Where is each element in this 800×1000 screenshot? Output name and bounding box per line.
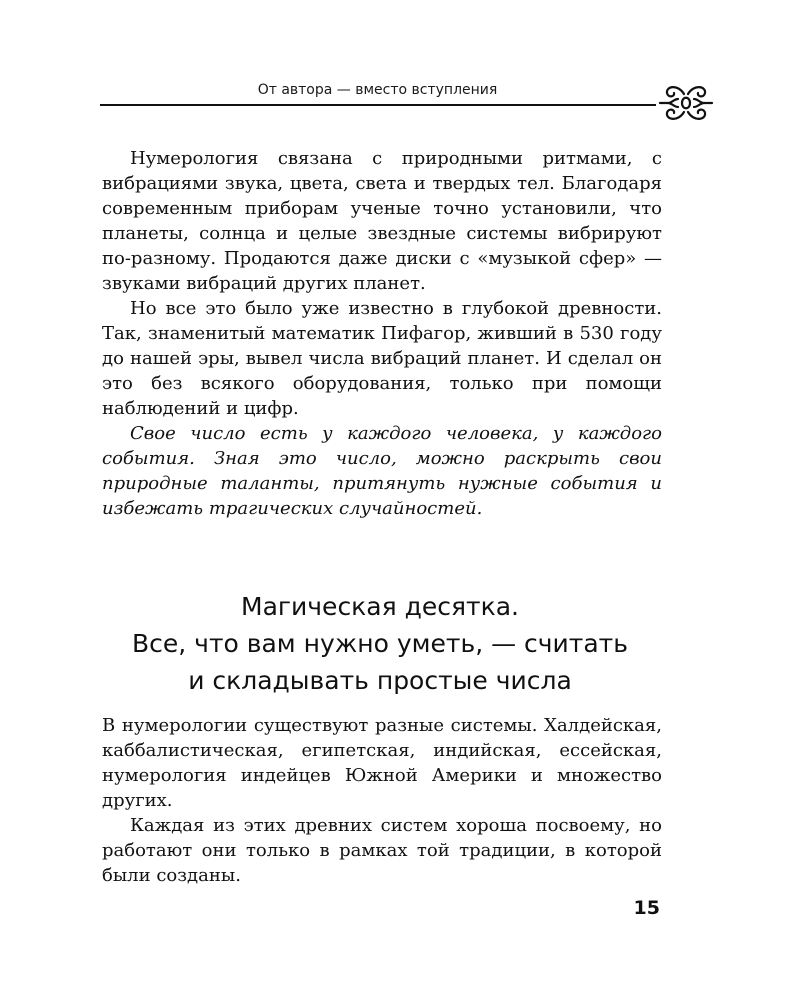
section-heading-line: Магическая десятка. [241, 592, 519, 621]
italic-paragraph: Свое число есть у каждого человека, у каждого события. Зная это число, можно раскрыть свои природные таланты, притянуть нужные события и избежать трагических случайностей. [102, 423, 662, 519]
header-rule [100, 104, 656, 106]
running-header-title: От автора — вместо вступления [257, 82, 498, 98]
section-heading-line: Все, что вам нужно уметь, — считать [132, 629, 628, 658]
section-heading-line: и складывать простые числа [188, 666, 572, 695]
paragraph: Нумерология связана с природными ритмами, с вибрациями звука, цвета, света и твердых тел. Благодаря современным приборам ученые точно установили, что планеты, солнца и целые звездные системы вибрируют по-разному. Продаются даже диски с «музыкой сфер» — звуками вибраций других планет. [102, 148, 662, 294]
paragraph: В нумерологии существуют разные системы. Халдейская, каббалистическая, египетская, индийская, ессейская, нумерология индейцев Южной Америки и множество других. [102, 715, 662, 811]
body-text-top [102, 146, 662, 521]
page-number: 15 [633, 897, 660, 919]
paragraph: Каждая из этих древних систем хороша посвоему, но работают они только в рамках той традиции, в которой были созданы. [102, 815, 662, 886]
body-text-bottom [102, 713, 662, 888]
spiral-ornament-icon [658, 82, 714, 126]
paragraph: Но все это было уже известно в глубокой древности. Так, знаменитый математик Пифагор, живший в 530 году до нашей эры, вывел числа вибраций планет. И сделал он это без всякого оборудования, только при помощи наблюдений и цифр. [102, 298, 662, 419]
section-heading [100, 588, 660, 699]
